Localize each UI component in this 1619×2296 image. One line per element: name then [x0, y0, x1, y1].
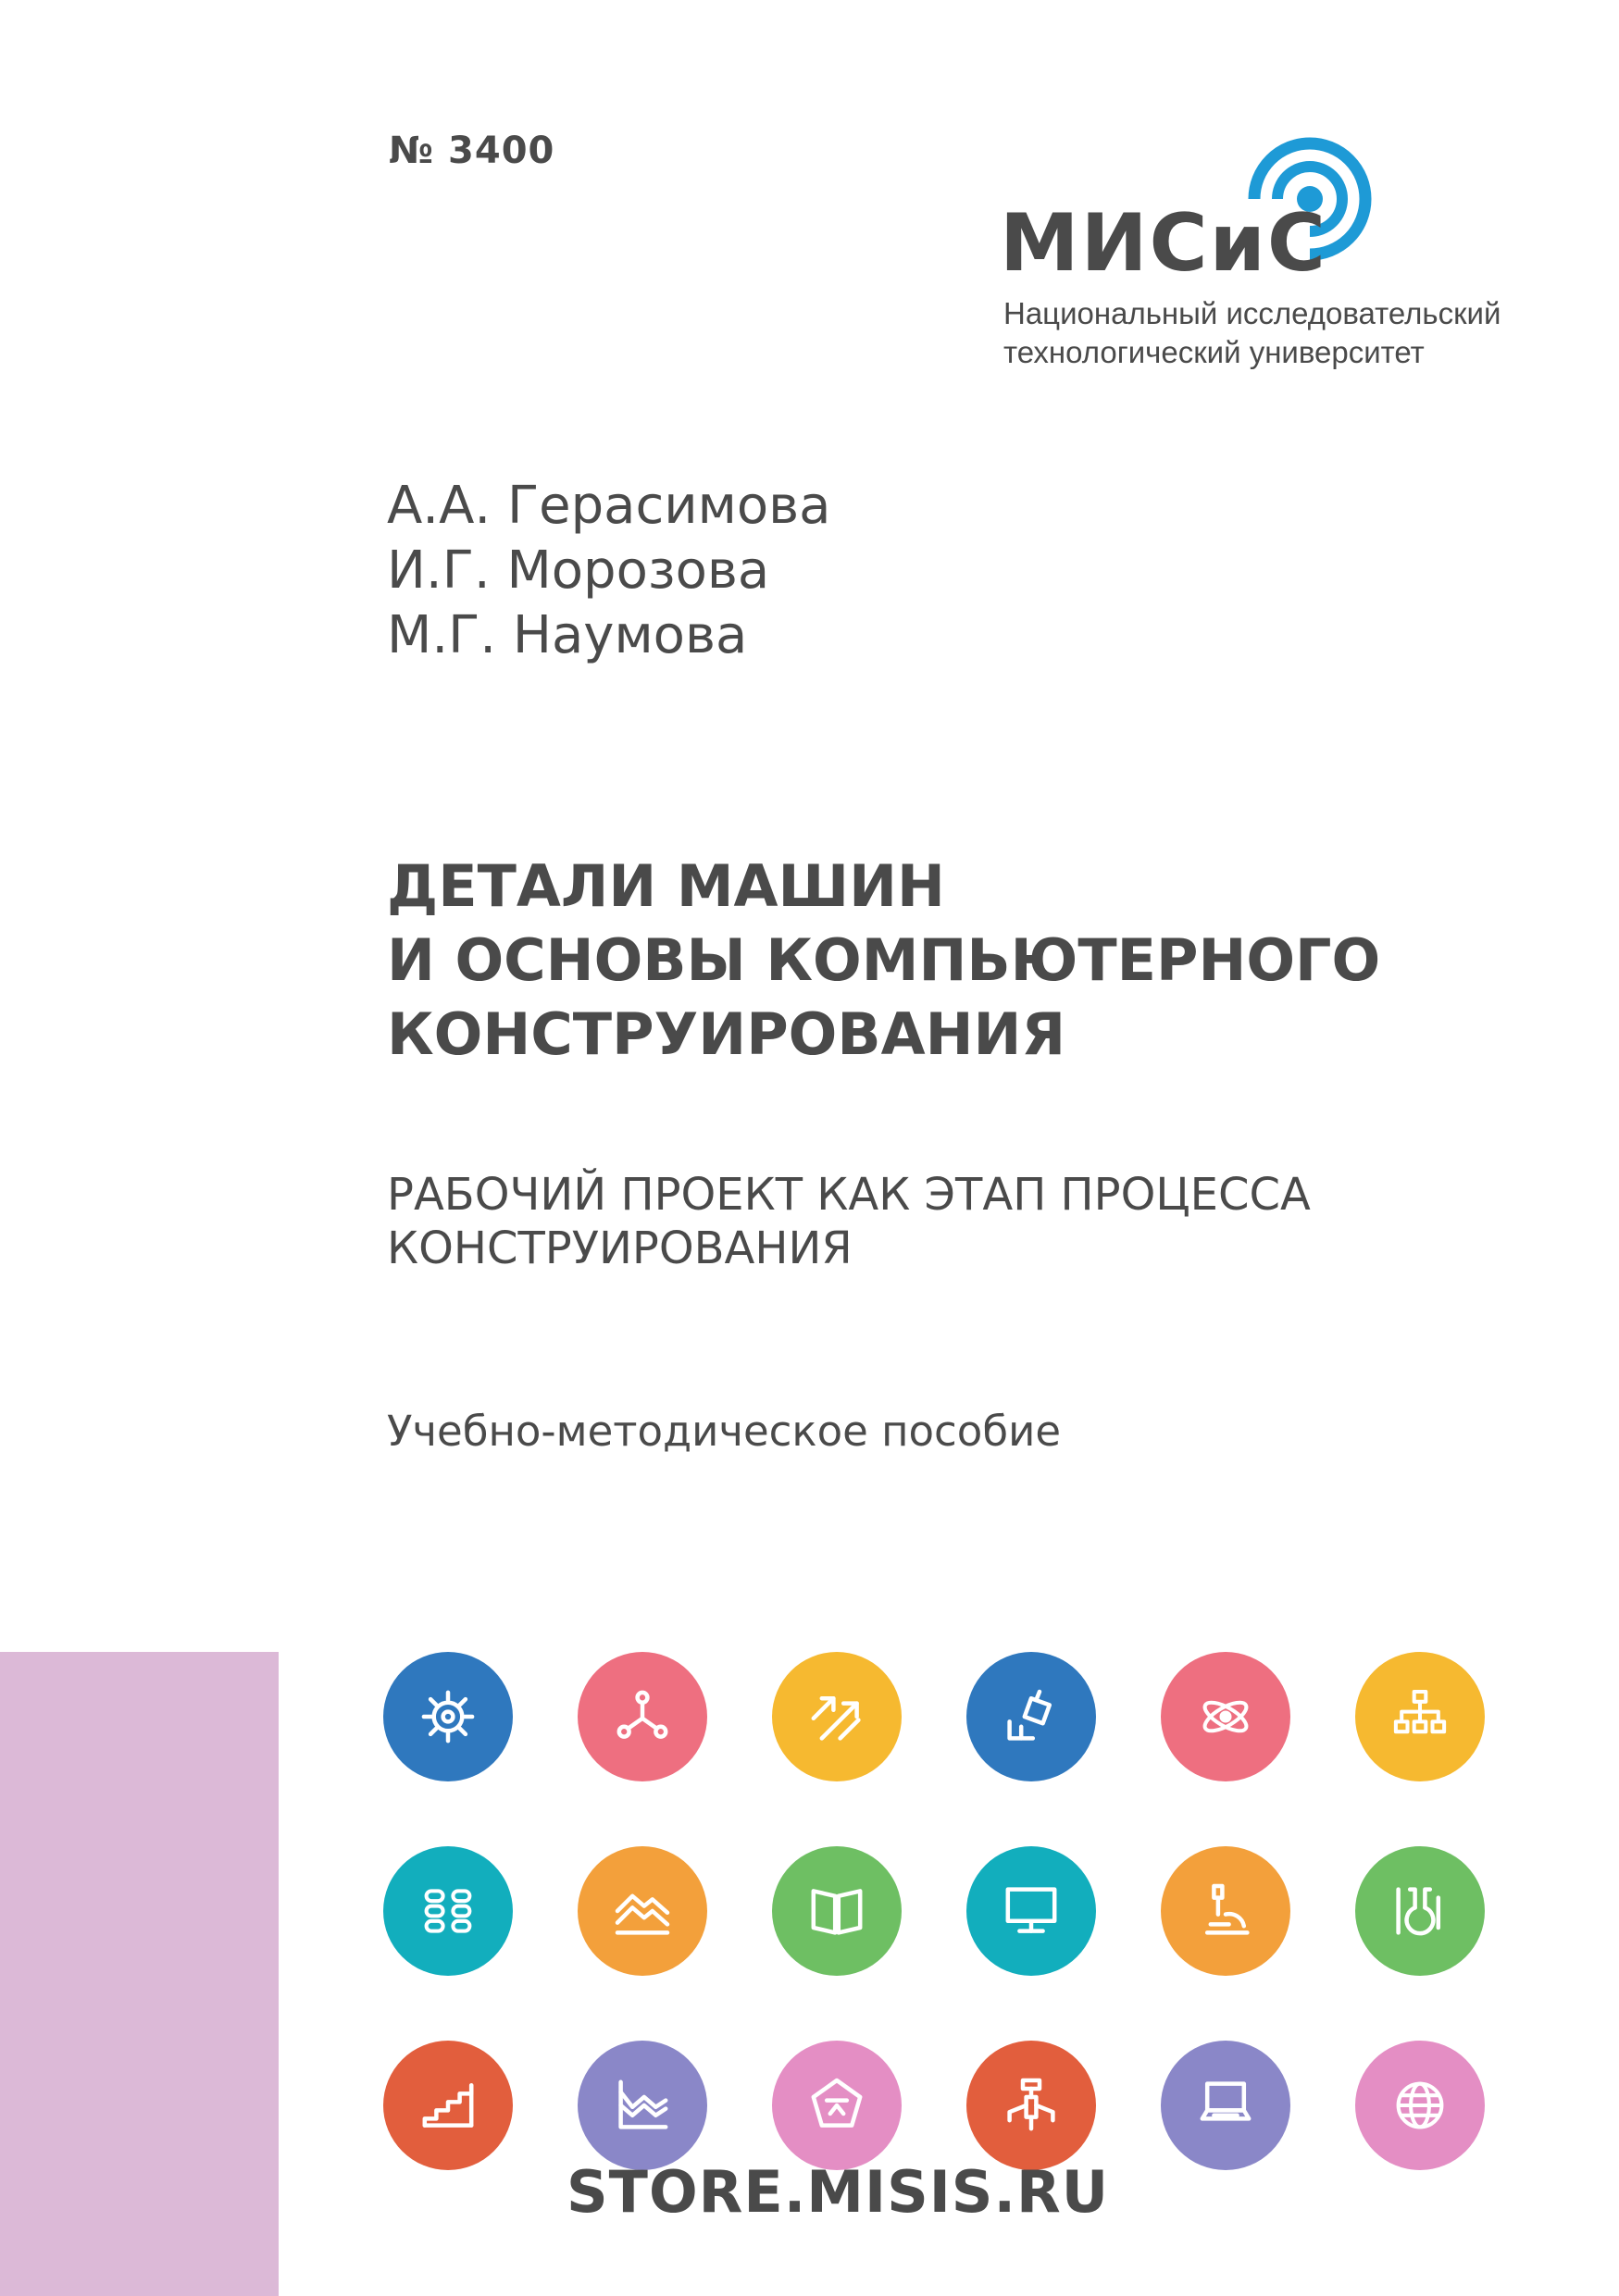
book-subtitle-line: РАБОЧИЙ ПРОЕКТ КАК ЭТАП ПРОЦЕССА — [387, 1169, 1311, 1221]
arrows-icon — [772, 1652, 902, 1781]
series-number: № 3400 — [389, 130, 555, 172]
book-title-line: ДЕТАЛИ МАШИН — [387, 852, 945, 920]
book-title-line: И ОСНОВЫ КОМПЬЮТЕРНОГО — [387, 926, 1381, 994]
satellite-icon — [966, 2041, 1096, 2170]
stairs-icon — [383, 2041, 513, 2170]
chart-icon — [578, 2041, 707, 2170]
atom-icon — [1161, 1652, 1290, 1781]
mountains-icon — [578, 1846, 707, 1976]
pentagon-icon — [772, 2041, 902, 2170]
store-url[interactable]: STORE.MISIS.RU — [567, 2158, 1110, 2226]
book-title-line: КОНСТРУИРОВАНИЯ — [387, 1000, 1066, 1068]
document-type: Учебно-методическое пособие — [387, 1407, 1061, 1456]
flask-icon — [1355, 1846, 1485, 1976]
hierarchy-icon — [1355, 1652, 1485, 1781]
book-subtitle — [387, 1168, 1311, 1275]
logo-name: МИСиС — [1000, 197, 1328, 290]
author: М.Г. Наумова — [387, 605, 748, 665]
globe-icon — [1355, 2041, 1485, 2170]
author: И.Г. Морозова — [387, 540, 770, 601]
ladle-icon — [966, 1652, 1096, 1781]
icon-grid — [383, 1652, 1485, 2170]
gear-icon — [383, 1652, 513, 1781]
microscope-icon — [1161, 1846, 1290, 1976]
laptop-icon — [1161, 2041, 1290, 2170]
grid-dots-icon — [383, 1846, 513, 1976]
author: А.А. Герасимова — [387, 476, 831, 536]
logo-subtitle-line: технологический университет — [1003, 335, 1425, 369]
decorative-side-band — [0, 1652, 279, 2296]
authors-list — [387, 474, 831, 668]
book-subtitle-line: КОНСТРУИРОВАНИЯ — [387, 1222, 853, 1274]
logo-subtitle-line: Национальный исследовательский — [1003, 296, 1501, 330]
book-title — [387, 850, 1380, 1072]
logo-subtitle — [1003, 294, 1501, 372]
book-icon — [772, 1846, 902, 1976]
monitor-icon — [966, 1846, 1096, 1976]
molecule-icon — [578, 1652, 707, 1781]
misis-logo — [1000, 120, 1518, 370]
